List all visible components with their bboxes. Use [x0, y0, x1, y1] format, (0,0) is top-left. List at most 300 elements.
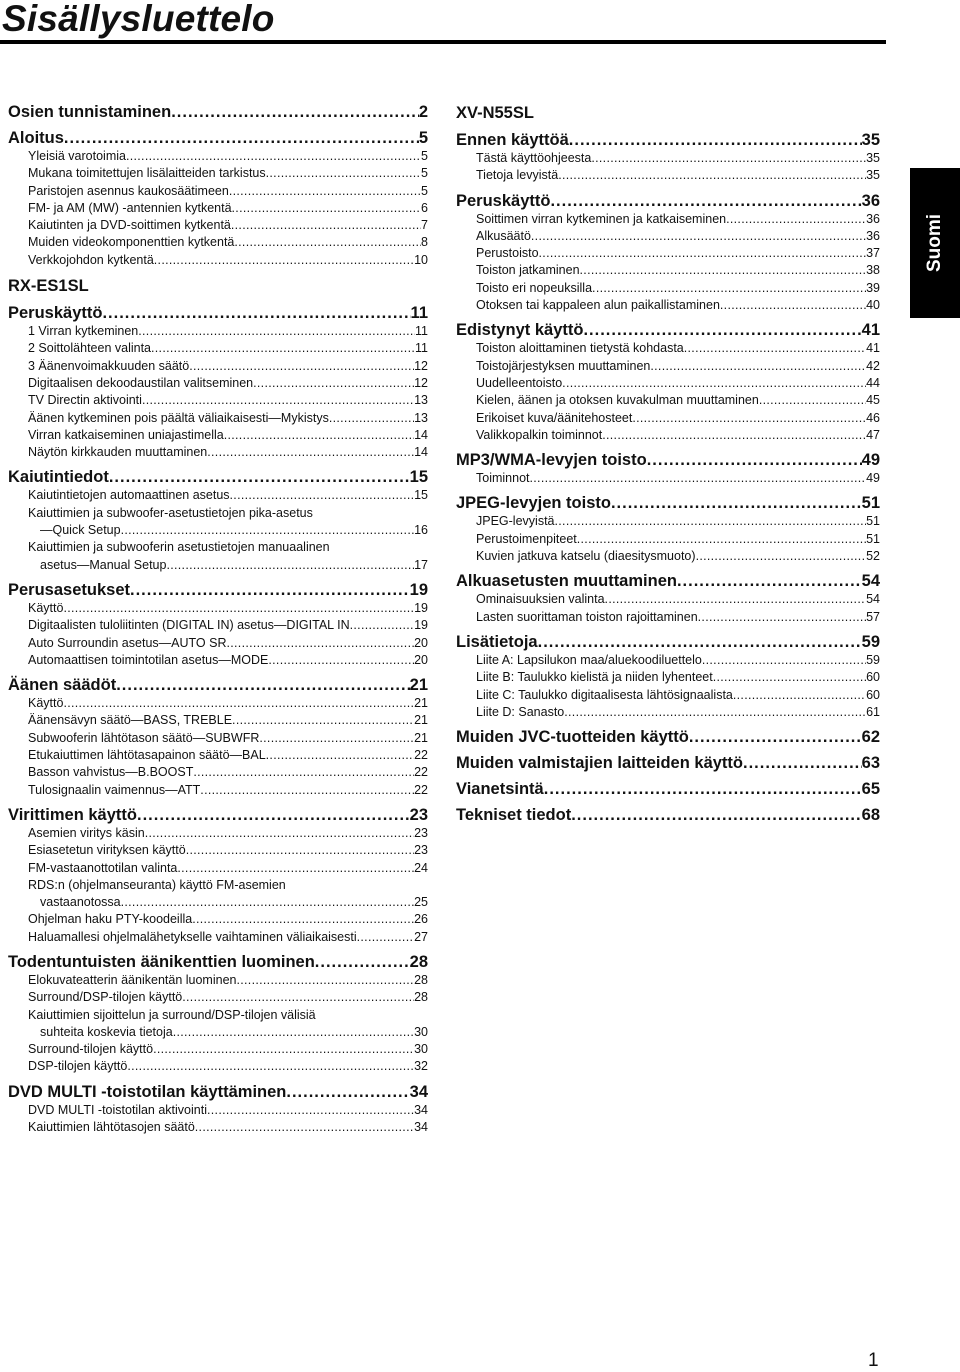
- dot-leader: [689, 727, 862, 747]
- dot-leader: [195, 1119, 414, 1136]
- toc-entry-text: Kaiuttimien sijoittelun ja surround/DSP-tilojen välisiä: [28, 1007, 316, 1022]
- toc-entry-title: Automaattisen toimintotilan asetus—MODE: [28, 652, 269, 667]
- dot-leader: [231, 217, 421, 234]
- toc-entry: [456, 150, 880, 167]
- toc-entry-title: Surround-tilojen käyttö: [28, 1042, 154, 1057]
- toc-page-number: 14: [414, 427, 428, 442]
- toc-page-number: 13: [414, 410, 428, 425]
- toc-entry-title: MP3/WMA-levyjen toisto: [456, 451, 647, 470]
- toc-entry-title: DSP-tilojen käyttö: [28, 1059, 128, 1074]
- toc-entry: [456, 591, 880, 608]
- toc-section: [8, 303, 428, 323]
- toc-entry: [456, 280, 880, 297]
- dot-leader: [193, 764, 414, 781]
- dot-leader: [650, 358, 866, 375]
- toc-entry-title: Ohjelman haku PTY-koodeilla: [28, 912, 193, 927]
- toc-entry-title: Muiden JVC-tuotteiden käyttö: [456, 728, 689, 747]
- toc-entry-title: Käyttö: [28, 600, 64, 615]
- toc-entry: [8, 860, 428, 877]
- toc-entry-title: Erikoiset kuva/äänitehosteet: [476, 410, 633, 425]
- toc-entry-title: Perustoimenpiteet: [476, 531, 577, 546]
- toc-entry: [456, 687, 880, 704]
- dot-leader: [571, 805, 861, 825]
- toc-page-number: 26: [414, 912, 428, 927]
- toc-entry-title: Osien tunnistaminen: [8, 103, 172, 121]
- toc-entry-title: FM-vastaanottotilan valinta: [28, 860, 178, 875]
- toc-entry: [8, 652, 428, 669]
- toc-entry-title: Äänen kytkeminen pois päältä väliaikaisesti—Mykistys: [28, 410, 329, 425]
- toc-entry: [456, 211, 880, 228]
- toc-page-number: 59: [866, 652, 880, 667]
- toc-entry: [456, 531, 880, 548]
- toc-entry-title: Tekniset tiedot: [456, 806, 572, 825]
- toc-page-number: 35: [866, 168, 880, 183]
- dot-leader: [236, 972, 414, 989]
- dot-leader: [350, 617, 414, 634]
- toc-section: [456, 779, 880, 799]
- toc-entry-title: —Quick Setup: [40, 523, 121, 538]
- dot-leader: [684, 340, 866, 357]
- toc-entry: [8, 358, 428, 375]
- toc-entry: [8, 972, 428, 989]
- toc-page-number: 49: [866, 471, 880, 486]
- dot-leader: [126, 148, 421, 165]
- toc-entry-title: Basson vahvistus—B.BOOST: [28, 765, 194, 780]
- toc-entry: [8, 427, 428, 444]
- toc-page-number: 59: [861, 632, 880, 651]
- toc-entry-title: Toiston aloittaminen tietystä kohdasta: [476, 341, 684, 356]
- dot-leader: [315, 952, 410, 972]
- toc-page-number: 6: [421, 200, 428, 215]
- toc-entry-title: Auto Surroundin asetus—AUTO SR: [28, 635, 227, 650]
- toc-entry: [8, 444, 428, 461]
- language-tab: [910, 168, 960, 318]
- toc-page-number: 42: [866, 358, 880, 373]
- toc-entry-title: Surround/DSP-tilojen käyttö: [28, 990, 183, 1005]
- toc-section: [456, 632, 880, 652]
- toc-entry: [8, 522, 428, 539]
- dot-leader: [189, 358, 414, 375]
- toc-page-number: 34: [414, 1120, 428, 1135]
- toc-page-number: 32: [414, 1059, 428, 1074]
- toc-entry: [8, 894, 428, 911]
- toc-page-number: 47: [866, 427, 880, 442]
- toc-entry-title: Peruskäyttö: [8, 304, 103, 323]
- toc-page-number: 35: [866, 151, 880, 165]
- toc-entry-title: Lasten suorittaman toiston rajoittaminen: [476, 609, 698, 624]
- dot-leader: [702, 652, 866, 669]
- dot-leader: [583, 320, 861, 340]
- dot-leader: [171, 102, 419, 122]
- toc-entry-title: Kaiuttimien lähtötasojen säätö: [28, 1120, 195, 1135]
- toc-entry-text: RDS:n (ohjelmanseuranta) käyttö FM-asemien: [28, 877, 286, 892]
- dot-leader: [550, 191, 861, 211]
- toc-entry-title: asetus—Manual Setup: [40, 557, 167, 572]
- toc-entry-title: DVD MULTI -toistotilan käyttäminen: [8, 1082, 287, 1101]
- toc-page-number: 20: [414, 635, 428, 650]
- toc-page-number: 34: [414, 1102, 428, 1117]
- dot-leader: [647, 450, 862, 470]
- toc-entry-title: Toiston jatkaminen: [476, 263, 580, 278]
- dot-leader: [266, 165, 421, 182]
- toc-entry-title: Haluamallesi ohjelmalähetykselle vaihtaminen väliaikaisesti: [28, 929, 357, 944]
- toc-page-number: 36: [866, 228, 880, 243]
- dot-leader: [329, 410, 414, 427]
- toc-entry-title: TV Directin aktivointi: [28, 393, 142, 408]
- toc-page-number: 23: [414, 825, 428, 840]
- toc-entry: [456, 470, 880, 487]
- toc-page-number: 51: [866, 531, 880, 546]
- dot-leader: [166, 557, 414, 574]
- toc-page-number: 2: [418, 103, 428, 121]
- toc-entry-title: Lisätietoja: [456, 632, 538, 651]
- toc-page-number: 60: [866, 687, 880, 702]
- toc-entry: [8, 323, 428, 340]
- toc-section: [456, 493, 880, 513]
- toc-entry: [456, 669, 880, 686]
- toc-entry: [8, 600, 428, 617]
- dot-leader: [116, 675, 409, 695]
- toc-page-number: 21: [414, 696, 428, 711]
- toc-entry-title: Tästä käyttöohjeesta: [476, 151, 592, 165]
- dot-leader: [177, 860, 414, 877]
- toc-entry-title: Tietoja levyistä: [476, 168, 559, 183]
- toc-entry-title: Muiden videokomponenttien kytkentä: [28, 235, 235, 250]
- dot-leader: [182, 989, 414, 1006]
- toc-page-number: 22: [414, 748, 428, 763]
- toc-section: [456, 320, 880, 340]
- toc-section: [8, 805, 428, 825]
- model-heading: RX-ES1SL: [8, 277, 89, 296]
- dot-leader: [121, 894, 414, 911]
- toc-entry: [8, 557, 428, 574]
- toc-right-column: [456, 96, 880, 825]
- toc-entry-title: Otoksen tai kappaleen alun paikallistaminen: [476, 298, 720, 313]
- dot-leader: [230, 487, 415, 504]
- dot-leader: [538, 632, 862, 652]
- dot-leader: [145, 825, 414, 842]
- dot-leader: [151, 340, 415, 357]
- dot-leader: [200, 782, 414, 799]
- toc-page-number: 49: [861, 451, 880, 470]
- dot-leader: [580, 262, 867, 279]
- title-rule: [0, 40, 886, 44]
- toc-section: [8, 1082, 428, 1102]
- dot-leader: [226, 635, 414, 652]
- dot-leader: [713, 669, 866, 686]
- toc-entry-title: Virittimen käyttö: [8, 805, 137, 824]
- toc-entry-title: Subwooferin lähtötason säätö—SUBWFR: [28, 730, 260, 745]
- toc-entry-title: Näytön kirkkauden muuttaminen: [28, 445, 208, 460]
- toc-page-number: 39: [866, 280, 880, 295]
- toc-entry: [8, 200, 428, 217]
- toc-entry: [456, 609, 880, 626]
- dot-leader: [555, 513, 867, 530]
- toc-page-number: 12: [414, 358, 428, 373]
- dot-leader: [726, 211, 866, 228]
- toc-entry-title: JPEG-levyistä: [476, 514, 555, 529]
- toc-entry: [456, 297, 880, 314]
- toc-entry-title: Paristojen asennus kaukosäätimeen: [28, 183, 229, 198]
- dot-leader: [102, 303, 410, 323]
- toc-entry: [8, 148, 428, 165]
- toc-page-number: 61: [866, 704, 880, 719]
- toc-page-number: 54: [866, 592, 880, 607]
- toc-section: [456, 130, 880, 150]
- dot-leader: [743, 753, 862, 773]
- toc-page-number: 36: [866, 211, 880, 226]
- toc-page-number: 51: [866, 514, 880, 529]
- toc-page-number: 15: [409, 468, 428, 487]
- toc-section: [456, 727, 880, 747]
- dot-leader: [698, 609, 866, 626]
- dot-leader: [268, 652, 414, 669]
- toc-entry: [8, 487, 428, 504]
- toc-entry: [8, 1058, 428, 1075]
- toc-page-number: 65: [861, 780, 880, 799]
- dot-leader: [611, 493, 862, 513]
- toc-page-number: 19: [409, 580, 428, 599]
- toc-page-number: 5: [421, 183, 428, 198]
- toc-entry: [456, 245, 880, 262]
- toc-entry: [456, 548, 880, 565]
- toc-entry: [456, 652, 880, 669]
- dot-leader: [137, 805, 410, 825]
- toc-entry-title: JPEG-levyjen toisto: [456, 494, 611, 513]
- dot-leader: [207, 444, 414, 461]
- dot-leader: [224, 427, 414, 444]
- toc-page-number: 54: [861, 572, 880, 591]
- toc-page-number: 62: [861, 728, 880, 747]
- toc-page-number: 7: [421, 218, 428, 233]
- toc-page-number: 11: [415, 341, 428, 356]
- toc-entry-title: Esiasetetun virityksen käyttö: [28, 843, 186, 858]
- toc-entry-title: Liite A: Lapsilukon maa/aluekoodiluettelo: [476, 652, 702, 667]
- dot-leader: [733, 687, 866, 704]
- toc-entry-title: Äänen säädöt: [8, 676, 117, 695]
- toc-entry: [8, 695, 428, 712]
- toc-entry-title: Toisto eri nopeuksilla: [476, 280, 593, 295]
- toc-page-number: 34: [409, 1082, 428, 1101]
- toc-entry: [456, 358, 880, 375]
- dot-leader: [696, 548, 867, 565]
- toc-entry-title: Edistynyt käyttö: [456, 321, 584, 340]
- toc-page-number: 51: [861, 494, 880, 513]
- toc-entry: [8, 165, 428, 182]
- dot-leader: [591, 150, 866, 167]
- toc-entry: [8, 234, 428, 251]
- toc-entry-title: Kaiutintietojen automaattinen asetus: [28, 488, 230, 503]
- toc-section: [456, 450, 880, 470]
- toc-entry-title: Digitaalisten tuloliitinten (DIGITAL IN) asetus—DIGITAL IN: [28, 618, 350, 633]
- toc-section: [8, 467, 428, 487]
- toc-page-number: 21: [409, 676, 428, 695]
- toc-entry-title: Vianetsintä: [456, 780, 544, 799]
- toc-entry: [8, 782, 428, 799]
- toc-entry-title: Perusasetukset: [8, 580, 130, 599]
- toc-page-number: 23: [409, 805, 428, 824]
- toc-section: [8, 102, 428, 122]
- toc-entry: [456, 410, 880, 427]
- toc-entry-title: Liite D: Sanasto: [476, 704, 565, 719]
- toc-page-number: 38: [866, 263, 880, 278]
- toc-entry: [8, 183, 428, 200]
- toc-section: [8, 128, 428, 148]
- dot-leader: [544, 779, 862, 799]
- dot-leader: [539, 245, 867, 262]
- dot-leader: [186, 842, 414, 859]
- dot-leader: [569, 130, 862, 150]
- toc-entry: [8, 635, 428, 652]
- page-number: 1: [868, 1350, 879, 1371]
- toc-entry: [8, 1119, 428, 1136]
- toc-entry: [8, 825, 428, 842]
- toc-entry-title: Alkuasetusten muuttaminen: [456, 572, 677, 591]
- toc-page-number: 24: [414, 860, 428, 875]
- toc-page-number: 10: [414, 252, 428, 267]
- dot-leader: [592, 280, 866, 297]
- toc-entry: [8, 410, 428, 427]
- toc-page-number: 25: [414, 895, 428, 910]
- toc-entry-title: 1 Virran kytkeminen: [28, 324, 139, 339]
- toc-entry-title: Verkkojohdon kytkentä: [28, 252, 154, 267]
- toc-entry: [456, 340, 880, 357]
- toc-entry: [8, 929, 428, 946]
- toc-entry: [8, 842, 428, 859]
- toc-entry-title: Kuvien jatkuva katselu (diaesitysmuoto): [476, 549, 696, 564]
- toc-page-number: 57: [866, 609, 880, 624]
- toc-entry-title: Virran katkaiseminen uniajastimella: [28, 427, 224, 442]
- toc-page-number: 40: [866, 298, 880, 313]
- toc-entry-title: 3 Äänenvoimakkuuden säätö: [28, 358, 190, 373]
- toc-page-number: 45: [866, 393, 880, 408]
- dot-leader: [63, 695, 414, 712]
- toc-page-number: 41: [866, 341, 880, 356]
- toc-entry-title: Uudelleentoisto: [476, 375, 563, 390]
- toc-page-number: 60: [866, 670, 880, 685]
- dot-leader: [759, 392, 866, 409]
- toc-entry: [8, 989, 428, 1006]
- toc-page-number: 19: [414, 600, 428, 615]
- toc-left-column: [8, 96, 428, 1136]
- toc-page-number: 21: [414, 713, 428, 728]
- toc-entry: [8, 217, 428, 234]
- toc-page-number: 41: [861, 321, 880, 340]
- toc-page-number: 20: [414, 652, 428, 667]
- dot-leader: [232, 200, 422, 217]
- dot-leader: [232, 712, 414, 729]
- dot-leader: [531, 228, 866, 245]
- toc-entry-title: Ennen käyttöä: [456, 131, 569, 149]
- toc-page-number: 22: [414, 782, 428, 797]
- toc-entry-title: Kaiutinten ja DVD-soittimen kytkentä: [28, 218, 231, 233]
- toc-entry: [456, 704, 880, 721]
- toc-section: [8, 952, 428, 972]
- dot-leader: [357, 929, 414, 946]
- dot-leader: [286, 1082, 409, 1102]
- dot-leader: [720, 297, 866, 314]
- toc-entry: [8, 375, 428, 392]
- toc-page-number: 11: [415, 324, 428, 339]
- dot-leader: [142, 392, 414, 409]
- toc-entry-title: Perustoisto: [476, 246, 539, 261]
- dot-leader: [63, 600, 414, 617]
- toc-entry: [8, 911, 428, 928]
- toc-entry: [8, 1024, 428, 1041]
- toc-page-number: 46: [866, 410, 880, 425]
- toc-entry: [456, 167, 880, 184]
- toc-entry-title: Liite C: Taulukko digitaalisesta lähtösignaalista: [476, 687, 733, 702]
- toc-section: [456, 571, 880, 591]
- toc-section: [8, 675, 428, 695]
- toc-page-number: 28: [409, 952, 428, 971]
- toc-page-number: 63: [861, 754, 880, 773]
- dot-leader: [558, 167, 866, 184]
- toc-page-number: 30: [414, 1042, 428, 1057]
- toc-section: [456, 805, 880, 825]
- toc-entry: [8, 617, 428, 634]
- toc-entry-title: Asemien viritys käsin: [28, 825, 145, 840]
- dot-leader: [121, 522, 415, 539]
- toc-entry: [8, 764, 428, 781]
- toc-entry-title: Digitaalisen dekoodaustilan valitseminen: [28, 375, 254, 390]
- toc-entry: [456, 513, 880, 530]
- toc-entry-title: Todentuntuisten äänikenttien luominen: [8, 952, 315, 971]
- toc-section: [456, 753, 880, 773]
- toc-entry: [8, 392, 428, 409]
- toc-entry-text: Kaiuttimien ja subwooferin asetustietojen manuaalinen: [28, 540, 330, 555]
- toc-entry-title: Peruskäyttö: [456, 191, 551, 210]
- toc-entry: [456, 228, 880, 245]
- dot-leader: [632, 410, 866, 427]
- dot-leader: [266, 747, 414, 764]
- dot-leader: [173, 1024, 414, 1041]
- dot-leader: [154, 252, 414, 269]
- dot-leader: [109, 467, 410, 487]
- toc-page-number: 23: [414, 843, 428, 858]
- toc-page-number: 17: [414, 557, 428, 572]
- toc-entry-title: suhteita koskevia tietoja: [40, 1024, 173, 1039]
- toc-entry-title: DVD MULTI -toistotilan aktivointi: [28, 1102, 207, 1117]
- toc-page-number: 5: [421, 166, 428, 181]
- toc-entry-title: Toiminnot: [476, 471, 530, 486]
- toc-page-number: 13: [414, 393, 428, 408]
- toc-page-number: 14: [414, 445, 428, 460]
- dot-leader: [564, 704, 866, 721]
- dot-leader: [562, 375, 866, 392]
- dot-leader: [207, 1102, 414, 1119]
- dot-leader: [192, 911, 414, 928]
- dot-leader: [253, 375, 414, 392]
- dot-leader: [138, 323, 415, 340]
- toc-page-number: 68: [861, 806, 880, 825]
- dot-leader: [530, 470, 867, 487]
- toc-entry-title: Mukana toimitettujen lisälaitteiden tarkistus: [28, 166, 266, 181]
- toc-entry-title: Äänensävyn säätö—BASS, TREBLE: [28, 713, 233, 728]
- toc-page-number: 36: [861, 191, 880, 210]
- toc-page-number: 28: [414, 972, 428, 987]
- toc-entry-title: FM- ja AM (MW) -antennien kytkentä: [28, 200, 232, 215]
- toc-entry: [456, 392, 880, 409]
- language-tab-label: Suomi: [924, 213, 945, 273]
- toc-page-number: 5: [421, 149, 428, 163]
- toc-entry-title: Soittimen virran kytkeminen ja katkaiseminen: [476, 211, 727, 226]
- toc-entry: [8, 712, 428, 729]
- dot-leader: [677, 571, 862, 591]
- toc-page-number: 12: [414, 375, 428, 390]
- toc-page-number: 28: [414, 990, 428, 1005]
- toc-entry: [8, 730, 428, 747]
